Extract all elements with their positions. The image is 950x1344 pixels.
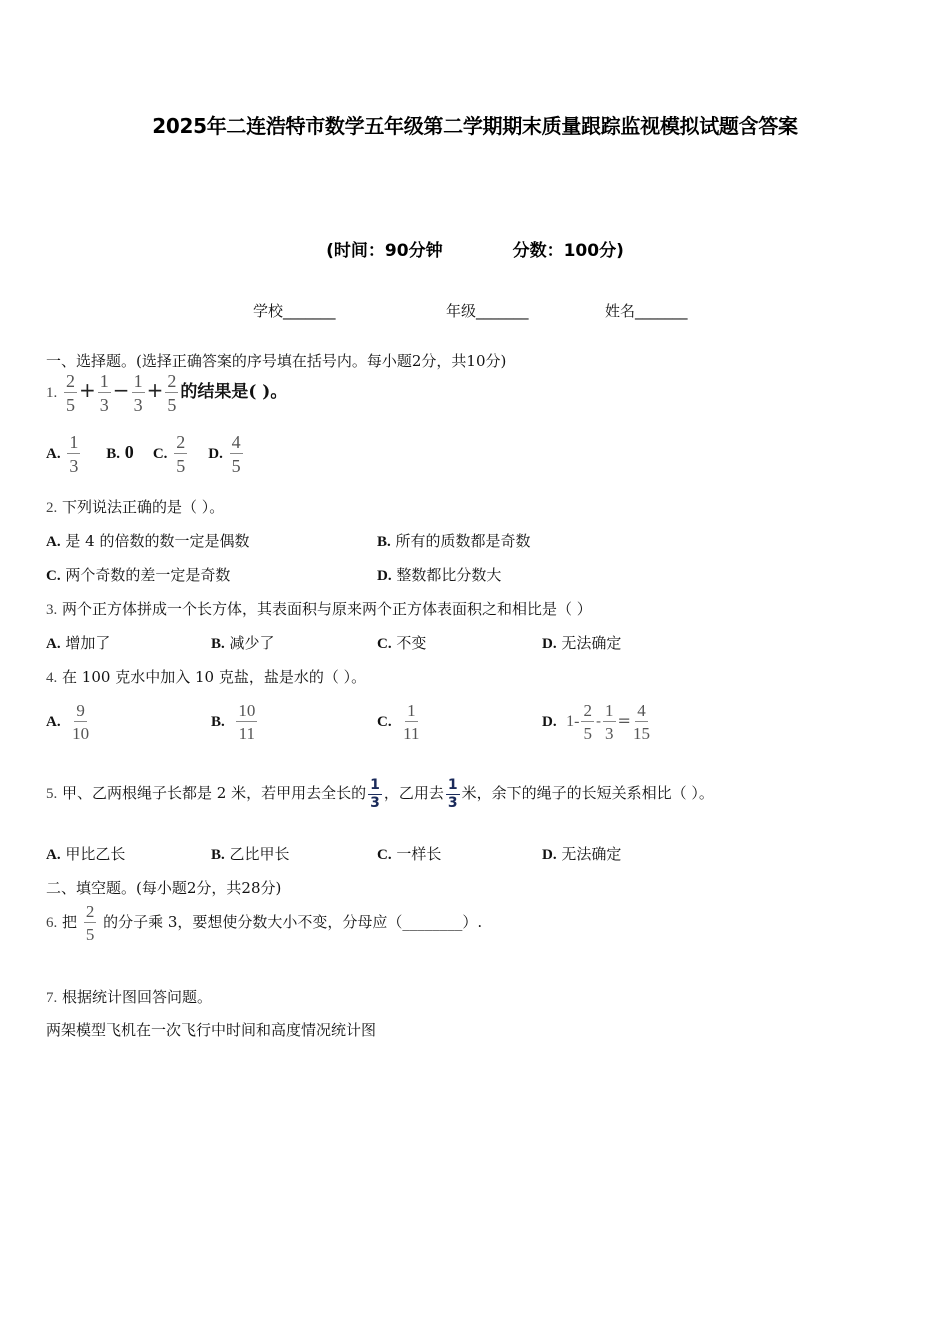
q4-option-c[interactable]: C. $\frac{1}{11}$ (377, 701, 420, 743)
question-1: 1. $\frac{2}{5}$ + $\frac{1}{3}$ − $\frac{1}{3}$ + $\frac{2}{5}$ 的结果是( )。 (46, 371, 288, 415)
q5-option-d[interactable]: D. 无法确定 (542, 845, 622, 863)
score-label: 分数：100分) (512, 241, 624, 261)
time-label: (时间：90分钟 (326, 241, 443, 261)
q3-option-a[interactable]: A. 增加了 (46, 634, 111, 652)
exam-meta (0, 236, 950, 261)
fraction: $\frac{1}{3}$ (99, 371, 109, 415)
q1-options (46, 433, 245, 475)
q2-option-a[interactable]: A. 是 4 的倍数的数一定是偶数 (46, 532, 250, 550)
fraction: $\frac{1}{3}$ (447, 777, 458, 811)
q1-option-d[interactable]: D. $\frac{4}{5}$ (208, 432, 241, 476)
q1-option-c[interactable]: C. $\frac{2}{5}$ (152, 432, 186, 476)
q1-option-a[interactable]: A. $\frac{1}{3}$ (46, 432, 79, 476)
q3-option-b[interactable]: B. 减少了 (211, 634, 275, 652)
school-field[interactable]: 学校_______ (253, 302, 336, 320)
fraction: $\frac{1}{3}$ (370, 777, 380, 811)
q2-option-c[interactable]: C. 两个奇数的差一定是奇数 (46, 566, 231, 584)
q2-option-d[interactable]: D. 整数都比分数大 (377, 566, 502, 584)
fraction: $\frac{2}{5}$ (85, 902, 95, 944)
document-title: 2025年二连浩特市数学五年级第二学期期末质量跟踪监视模拟试题含答案 (152, 114, 798, 138)
q4-option-b[interactable]: B. $\frac{10}{11}$ (211, 701, 256, 743)
fraction: $\frac{2}{5}$ (167, 371, 177, 415)
question-2: 2. 下列说法正确的是（ ）。 (46, 498, 225, 516)
q3-option-d[interactable]: D. 无法确定 (542, 634, 622, 652)
q2-option-b[interactable]: B. 所有的质数都是奇数 (377, 532, 531, 550)
section1-heading: 一、选择题。(选择正确答案的序号填在括号内。每小题2分，共10分) (46, 352, 507, 370)
question-5: 5. 甲、乙两根绳子长都是 2 米，若甲用去全长的 $\frac{1}{3}$ ，乙用去 $\frac{1}{3}$ 米，余下的绳子的长短关系相比（ ）。 (46, 777, 714, 811)
section2-heading: 二、填空题。(每小题2分，共28分) (46, 879, 282, 897)
question-3: 3. 两个正方体拼成一个长方体，其表面积与原来两个正方体表面积之和相比是（ ） (46, 600, 592, 618)
q4-option-a[interactable]: A. $\frac{9}{10}$ (46, 701, 90, 743)
chart-caption: 两架模型飞机在一次飞行中时间和高度情况统计图 (46, 1021, 377, 1039)
question-7: 7. 根据统计图回答问题。 (46, 988, 213, 1006)
q4-option-d[interactable]: D. 1- $\frac{2}{5}$ - $\frac{1}{3}$ = $\frac{4}{15}$ (542, 701, 650, 743)
q1-option-b[interactable]: B. 0 (106, 442, 134, 462)
q5-option-c[interactable]: C. 一样长 (377, 845, 442, 863)
q3-option-c[interactable]: C. 不变 (377, 634, 427, 652)
fraction: $\frac{1}{3}$ (133, 371, 143, 415)
q5-option-b[interactable]: B. 乙比甲长 (211, 845, 290, 863)
name-field[interactable]: 姓名_______ (605, 302, 688, 320)
grade-field[interactable]: 年级_______ (446, 302, 529, 320)
q5-option-a[interactable]: A. 甲比乙长 (46, 845, 126, 863)
fraction: $\frac{2}{5}$ (66, 371, 76, 415)
question-6: 6. 把 $\frac{2}{5}$ 的分子乘 3，要想使分数大小不变，分母应（________）. (46, 902, 483, 944)
question-4: 4. 在 100 克水中加入 10 克盐，盐是水的（ ）。 (46, 668, 367, 686)
q6-answer-blank[interactable]: 的分子乘 3，要想使分数大小不变，分母应（________）. (103, 913, 483, 931)
